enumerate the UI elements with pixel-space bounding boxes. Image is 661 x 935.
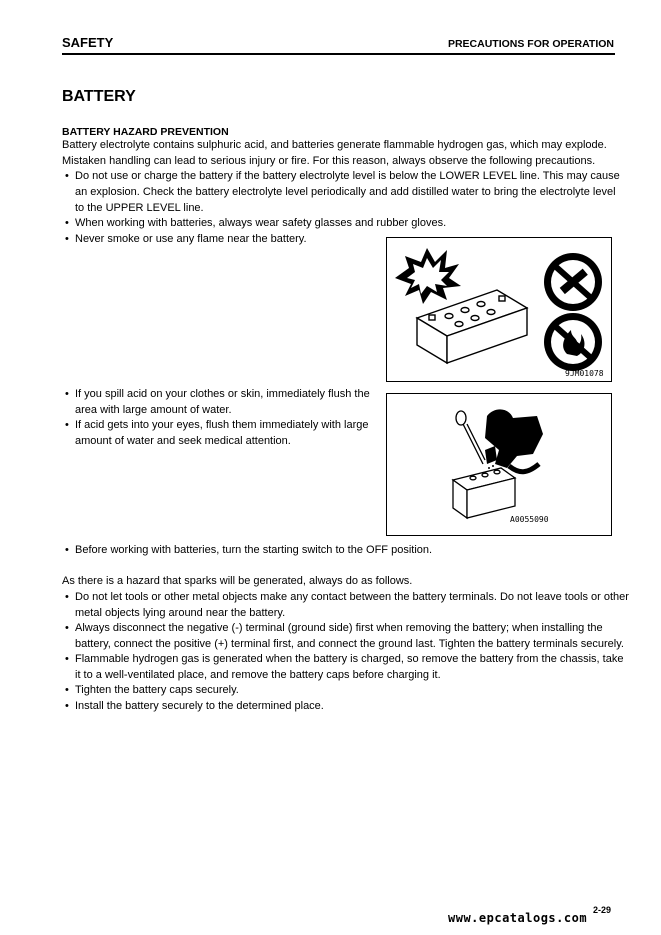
- no-smoking-icon: [544, 253, 602, 311]
- header-section: SAFETY: [62, 35, 114, 50]
- bullet-safety-glasses: [62, 215, 446, 231]
- bullet-dot: •: [65, 544, 69, 556]
- bullet-dot: •: [65, 388, 69, 400]
- intro-line: Battery electrolyte contains sulphuric acid, and batteries generate flammable hydrogen gas, which may explode.: [62, 139, 607, 151]
- bullet-electrolyte-level: [62, 168, 628, 216]
- hydrometer-icon: [456, 411, 485, 464]
- bullet-install-securely: [62, 698, 324, 714]
- intro-paragraph: [62, 137, 607, 169]
- bullet-line: amount of water and seek medical attention.: [75, 435, 291, 447]
- bullet-line: Do not use or charge the battery if the battery electrolyte level is below the LOWER LEVEL line. This may cause: [75, 170, 620, 182]
- bullet-line: Tighten the battery caps securely.: [75, 684, 239, 696]
- bullet-line: Install the battery securely to the determined place.: [75, 700, 324, 712]
- page-title: BATTERY: [62, 88, 136, 105]
- bullet-terminal-order: [62, 620, 624, 652]
- bullet-acid-eyes: [62, 417, 368, 449]
- bullet-line: When working with batteries, always wear safety glasses and rubber gloves.: [75, 217, 447, 229]
- bullet-dot: •: [65, 217, 69, 229]
- bullet-dot: •: [65, 684, 69, 696]
- bullet-dot: •: [65, 622, 69, 634]
- bullet-hydrogen-gas: [62, 651, 623, 683]
- bullet-line: Flammable hydrogen gas is generated when the battery is charged, so remove the battery from the chassis, take: [75, 653, 624, 665]
- battery-icon: [417, 290, 527, 363]
- bullet-line: If acid gets into your eyes, flush them immediately with large: [75, 419, 369, 431]
- figure-label: 9JM01078: [565, 369, 604, 378]
- no-flame-icon: [544, 313, 602, 371]
- page-number: 2-29: [593, 905, 612, 915]
- bullet-line: it to a well-ventilated place, and remove the battery caps before charging it.: [75, 669, 441, 681]
- bullet-tighten-caps: [62, 682, 239, 698]
- battery-icon: [453, 468, 515, 518]
- bullet-dot: •: [65, 591, 69, 603]
- bullet-dot: •: [65, 233, 69, 245]
- bullet-no-smoke: [62, 231, 307, 247]
- bullet-dot: •: [65, 653, 69, 665]
- bullet-metal-objects: [62, 589, 629, 621]
- bullet-line: Never smoke or use any flame near the battery.: [75, 233, 307, 245]
- bullet-acid-skin: [62, 386, 370, 418]
- bullet-dot: •: [65, 700, 69, 712]
- figure-gloved-battery-check: [386, 393, 612, 536]
- bullet-line: metal objects lying around near the battery.: [75, 607, 286, 619]
- bullet-line: to the UPPER LEVEL line.: [75, 202, 204, 214]
- bullet-line: battery, connect the positive (+) terminal first, and connect the ground last. Tighten the battery terminals securely.: [75, 638, 624, 650]
- bullet-starting-switch-off: [62, 542, 432, 558]
- bullet-dot: •: [65, 419, 69, 431]
- header-rule: [62, 53, 615, 55]
- sparks-intro: As there is a hazard that sparks will be generated, always do as follows.: [62, 575, 413, 587]
- bullet-dot: •: [65, 170, 69, 182]
- figure-no-smoking-battery: [386, 237, 612, 382]
- bullet-line: Always disconnect the negative (-) terminal (ground side) first when removing the battery; when installing the: [75, 622, 603, 634]
- figure-label: A0055090: [510, 515, 549, 524]
- bullet-line: Do not let tools or other metal objects make any contact between the battery terminals. Do not leave tools or other: [75, 591, 629, 603]
- bullet-line: an explosion. Check the battery electrolyte level periodically and add distilled water to bring the electrolyte level: [75, 186, 616, 198]
- bullet-line: If you spill acid on your clothes or skin, immediately flush the: [75, 388, 370, 400]
- intro-line: Mistaken handling can lead to serious injury or fire. For this reason, always observe the following precautions.: [62, 155, 596, 167]
- section-subtitle: BATTERY HAZARD PREVENTION: [62, 126, 229, 138]
- bullet-line: Before working with batteries, turn the starting switch to the OFF position.: [75, 544, 433, 556]
- battery-explosion-illustration: [387, 238, 611, 381]
- bullet-line: area with large amount of water.: [75, 404, 232, 416]
- watermark: www.epcatalogs.com: [448, 911, 588, 925]
- header-chapter: PRECAUTIONS FOR OPERATION: [447, 38, 614, 50]
- gloved-hand-illustration: [387, 394, 611, 535]
